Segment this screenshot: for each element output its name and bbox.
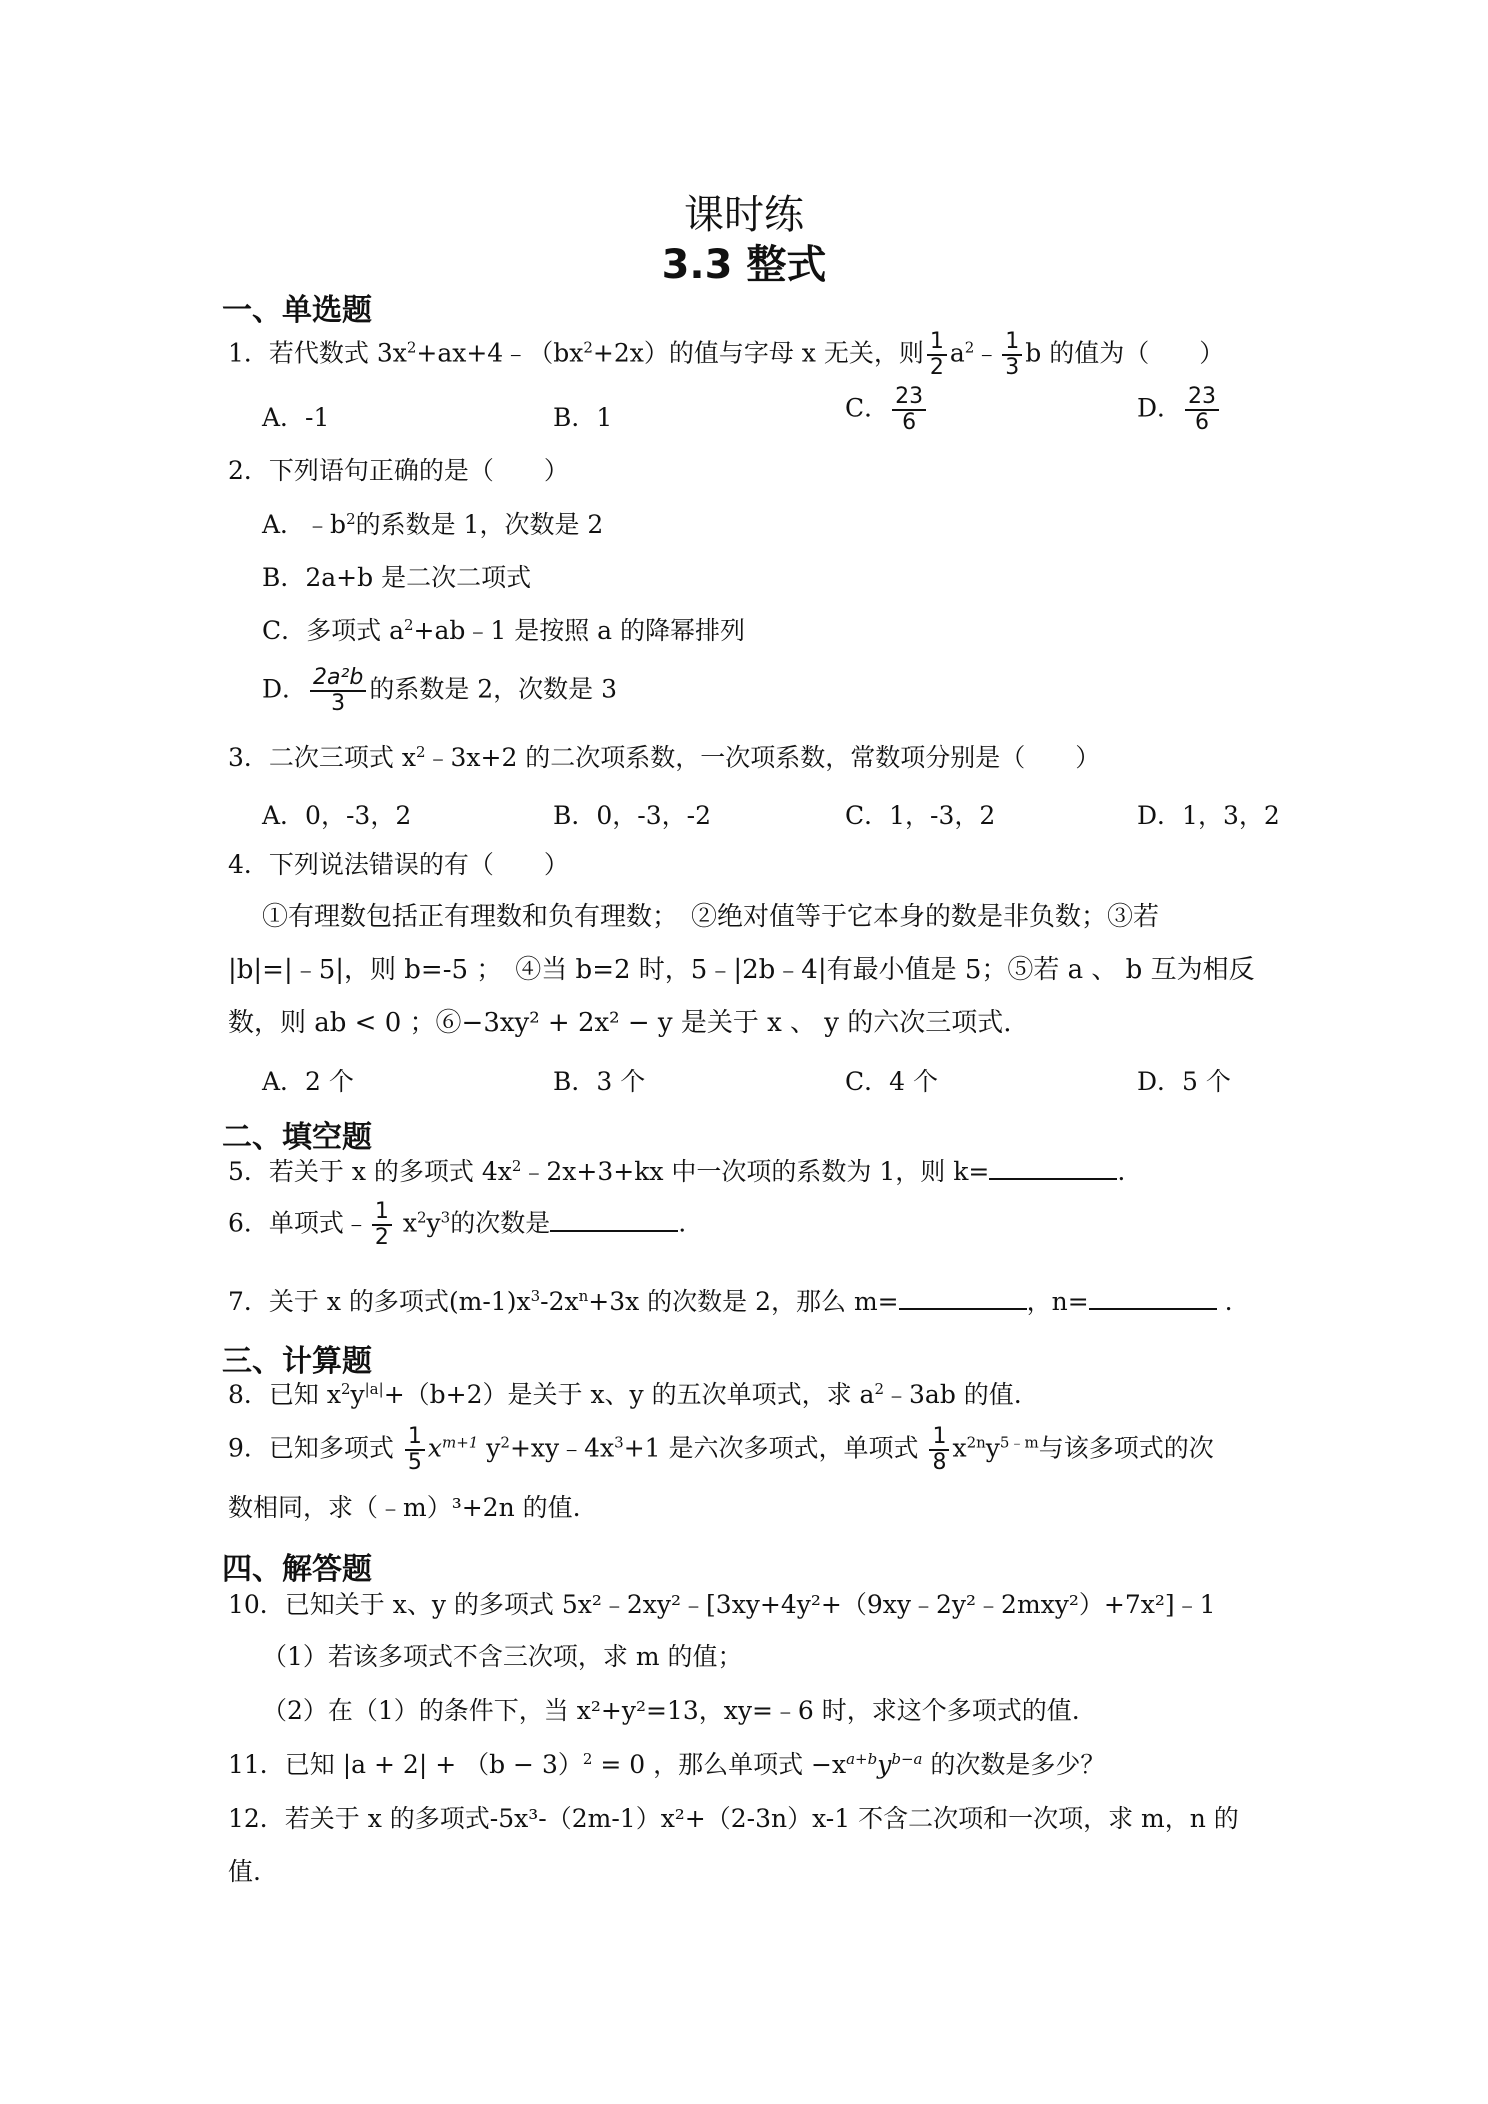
question-2: 2．下列语句正确的是（ ） (228, 456, 569, 485)
question-10: 10．已知关于 x、y 的多项式 5x²﹣2xy²﹣[3xy+4y²+（9xy﹣2y²﹣2mxy²）+7x²]﹣1 (228, 1590, 1216, 1619)
question-3: 3．二次三项式 $x^2﹣3x+2$ 的二次项系数，一次项系数，常数项分别是（ ） (228, 743, 1101, 772)
answer-blank[interactable] (989, 1156, 1117, 1180)
answer-blank-n[interactable] (1089, 1286, 1217, 1310)
q2-option-c: C．多项式 $a^2+ab﹣1$ 是按照 a 的降幂排列 (262, 616, 746, 645)
question-10-part-1: （1）若该多项式不含三次项，求 m 的值； (262, 1642, 743, 1671)
question-1: 1．若代数式 $3x^2+ax+4﹣(bx^2+2x)$的值与字母 x 无关，则 $\frac{1}{2}$ $a^2﹣$ $\frac{1}{3}$ b 的值为（ ） (228, 329, 1225, 381)
q1-option-d: D． $\frac{23}{6}$ (1137, 385, 1222, 435)
q3-option-c: C．1，-3，2 (845, 801, 996, 830)
section-heading-4: 四、解答题 (222, 1552, 372, 1587)
q1-option-b: B．1 (553, 403, 613, 432)
page-title: 课时练 (684, 192, 804, 238)
section-heading-2: 二、填空题 (222, 1120, 372, 1155)
q4-option-d: D．5 个 (1137, 1067, 1231, 1096)
page-subtitle: 3.3 整式 (661, 242, 827, 288)
q4-line-3: 数，则 ab < 0 ；⑥−3xy² + 2x² − y 是关于 x 、 y 的六次三项式. (228, 1008, 1012, 1038)
answer-blank[interactable] (550, 1208, 678, 1232)
question-9: 9．已知多项式 $\frac{1}{5}$ $x^{m+1}$ $y^2+xy﹣4x^3+1$ 是六次多项式，单项式 $\frac{1}{8}$ $x^{2n}y^{5﹣m}$与该多项式的次 (228, 1424, 1214, 1476)
section-heading-1: 一、单选题 (222, 293, 372, 328)
answer-blank-m[interactable] (899, 1286, 1027, 1310)
question-6: 6．单项式﹣ $\frac{1}{2}$ $x^2y^3$的次数是 . (228, 1199, 687, 1251)
q2-option-a: A．$﹣b^2$的系数是 1，次数是 2 (262, 510, 604, 539)
q3-option-a: A．0，-3，2 (262, 801, 412, 830)
q4-line-1: ①有理数包括正有理数和负有理数； ②绝对值等于它本身的数是非负数；③若 (262, 902, 1160, 932)
question-8: 8．已知 $x^2y^{|a|}+(b+2)$是关于 x、y 的五次单项式，求 $a^2﹣3ab$ 的值. (228, 1380, 1022, 1409)
question-12: 12．若关于 x 的多项式-5x³-（2m-1）x²+（2-3n）x-1 不含二次项和一次项，求 m，n 的 (228, 1804, 1239, 1833)
section-heading-3: 三、计算题 (222, 1344, 372, 1379)
q2-option-d: D． $\frac{\text{2a²b}}{3}$ 的系数是 2，次数是 3 (262, 665, 618, 717)
fraction-one-half: $\frac{1}{2}$ (927, 330, 947, 380)
fraction-one-third: $\frac{1}{3}$ (1002, 330, 1022, 380)
question-10-part-2: （2）在（1）的条件下，当 x²+y²=13，xy=﹣6 时，求这个多项式的值. (262, 1696, 1080, 1725)
q2-option-b: B．2a+b 是二次二项式 (262, 563, 532, 592)
question-9-line-2: 数相同，求（﹣m）³+2n 的值. (228, 1493, 581, 1522)
question-5: 5．若关于 x 的多项式 $4x^2﹣2x+3+kx$ 中一次项的系数为 1，则 k= . (228, 1157, 1126, 1186)
fraction-2a2b-over-3: $\frac{\text{2a²b}}{3}$ (310, 666, 366, 716)
q4-option-a: A．2 个 (262, 1067, 354, 1096)
question-4: 4．下列说法错误的有（ ） (228, 850, 569, 879)
q4-line-2: |b|=|﹣5|，则 b=-5 ； ④当 b=2 时，5﹣|2b﹣4|有最小值是 5；⑤若 a 、 b 互为相反 (228, 955, 1255, 985)
question-11: 11．已知 $|a + 2| + (b - 3)^2 = 0$ ，那么单项式 $-x^{a+b}y^{b-a}$ 的次数是多少？ (228, 1750, 1106, 1779)
q3-option-d: D．1，3，2 (1137, 801, 1280, 830)
q4-option-c: C．4 个 (845, 1067, 938, 1096)
q4-option-b: B．3 个 (553, 1067, 646, 1096)
question-12-line-2: 值. (228, 1857, 261, 1886)
question-7: 7．关于 x 的多项式$(m-1)x^3-2x^n+3x$ 的次数是 2，那么 m= ，n= . (228, 1287, 1233, 1316)
q1-option-c: C． $\frac{23}{6}$ (845, 385, 929, 435)
q3-option-b: B．0，-3，-2 (553, 801, 711, 830)
q1-option-a: A．-1 (262, 403, 330, 432)
